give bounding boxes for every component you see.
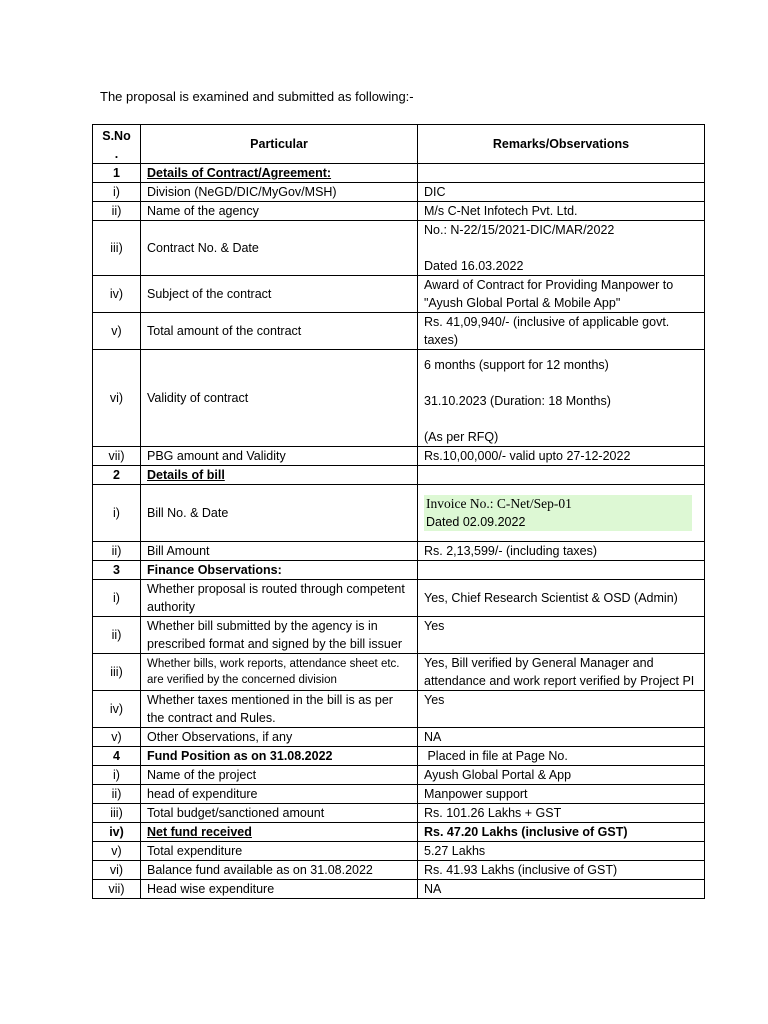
row-remark: Ayush Global Portal & App xyxy=(418,766,705,785)
row-remark xyxy=(418,485,705,542)
header-particular: Particular xyxy=(141,125,418,164)
table-row xyxy=(93,728,705,747)
row-number: v) xyxy=(93,313,141,350)
section-2-row xyxy=(93,466,705,485)
row-remark: Rs. 2,13,599/- (including taxes) xyxy=(418,542,705,561)
table-row xyxy=(93,485,705,542)
row-particular: Bill Amount xyxy=(141,542,418,561)
row-remark: Award of Contract for Providing Manpower to "Ayush Global Portal & Mobile App" xyxy=(418,276,705,313)
row-remark: Rs. 41,09,940/- (inclusive of applicable govt. taxes) xyxy=(418,313,705,350)
section-3-row xyxy=(93,561,705,580)
table-row xyxy=(93,183,705,202)
row-remark: Yes, Bill verified by General Manager and attendance and work report verified by Project PI xyxy=(418,654,705,691)
table-row xyxy=(93,880,705,899)
row-particular: Total expenditure xyxy=(141,842,418,861)
row-number: i) xyxy=(93,183,141,202)
row-number: v) xyxy=(93,842,141,861)
table-row xyxy=(93,766,705,785)
table-row xyxy=(93,785,705,804)
row-particular: Whether bills, work reports, attendance sheet etc. are verified by the concerned division xyxy=(141,654,418,691)
row-number: iii) xyxy=(93,654,141,691)
row-remark xyxy=(418,350,705,447)
header-remarks: Remarks/Observations xyxy=(418,125,705,164)
section-number: 2 xyxy=(93,466,141,485)
table-row xyxy=(93,804,705,823)
section-number: 1 xyxy=(93,164,141,183)
row-remark: NA xyxy=(418,880,705,899)
section-title: Finance Observations: xyxy=(141,561,418,580)
table-row xyxy=(93,276,705,313)
row-particular: Total amount of the contract xyxy=(141,313,418,350)
table-row xyxy=(93,823,705,842)
row-number: iv) xyxy=(93,276,141,313)
row-number: i) xyxy=(93,766,141,785)
table-row xyxy=(93,313,705,350)
proposal-table xyxy=(92,124,705,899)
section-number: 4 xyxy=(93,747,141,766)
row-remark: DIC xyxy=(418,183,705,202)
invoice-highlight xyxy=(424,495,692,531)
row-number: iii) xyxy=(93,804,141,823)
section-title: Fund Position as on 31.08.2022 xyxy=(141,747,418,766)
row-particular: Other Observations, if any xyxy=(141,728,418,747)
row-remark: Yes, Chief Research Scientist & OSD (Admin) xyxy=(418,580,705,617)
row-number: vi) xyxy=(93,350,141,447)
row-remark: Rs. 101.26 Lakhs + GST xyxy=(418,804,705,823)
section-title: Details of bill xyxy=(141,466,418,485)
validity-note: (As per RFQ) xyxy=(424,430,499,444)
row-remark: NA xyxy=(418,728,705,747)
table-row xyxy=(93,861,705,880)
row-remark: Yes xyxy=(418,691,705,728)
row-number: v) xyxy=(93,728,141,747)
row-remark: Yes xyxy=(418,617,705,654)
row-particular: Total budget/sanctioned amount xyxy=(141,804,418,823)
row-particular: Name of the project xyxy=(141,766,418,785)
row-remark xyxy=(418,221,705,276)
table-row xyxy=(93,202,705,221)
row-particular: Contract No. & Date xyxy=(141,221,418,276)
row-particular: head of expenditure xyxy=(141,785,418,804)
row-particular: Head wise expenditure xyxy=(141,880,418,899)
section-4-row xyxy=(93,747,705,766)
row-number: i) xyxy=(93,485,141,542)
validity-end-date: 31.10.2023 (Duration: 18 Months) xyxy=(424,394,611,408)
row-number: ii) xyxy=(93,542,141,561)
row-remark: Rs. 47.20 Lakhs (inclusive of GST) xyxy=(418,823,705,842)
section-remark xyxy=(418,164,705,183)
row-number: iv) xyxy=(93,823,141,842)
row-number: ii) xyxy=(93,617,141,654)
row-remark: 5.27 Lakhs xyxy=(418,842,705,861)
row-particular: Subject of the contract xyxy=(141,276,418,313)
row-particular: Balance fund available as on 31.08.2022 xyxy=(141,861,418,880)
row-remark: Rs. 41.93 Lakhs (inclusive of GST) xyxy=(418,861,705,880)
row-number: ii) xyxy=(93,785,141,804)
section-remark: Placed in file at Page No. xyxy=(418,747,705,766)
row-particular: Division (NeGD/DIC/MyGov/MSH) xyxy=(141,183,418,202)
row-number: iv) xyxy=(93,691,141,728)
row-number: vii) xyxy=(93,447,141,466)
row-particular: Whether bill submitted by the agency is in prescribed format and signed by the bill issuer xyxy=(141,617,418,654)
table-row xyxy=(93,691,705,728)
row-particular xyxy=(141,823,418,842)
table-header xyxy=(93,125,705,164)
contract-number: No.: N-22/15/2021-DIC/MAR/2022 xyxy=(424,223,615,237)
invoice-number: Invoice No.: C-Net/Sep-01 xyxy=(426,496,572,511)
row-number: iii) xyxy=(93,221,141,276)
section-remark xyxy=(418,466,705,485)
table-row xyxy=(93,580,705,617)
row-particular: Bill No. & Date xyxy=(141,485,418,542)
section-1-row xyxy=(93,164,705,183)
table-row xyxy=(93,617,705,654)
row-number: vii) xyxy=(93,880,141,899)
row-number: ii) xyxy=(93,202,141,221)
invoice-date: Dated 02.09.2022 xyxy=(426,515,526,529)
contract-date: Dated 16.03.2022 xyxy=(424,259,524,273)
row-number: i) xyxy=(93,580,141,617)
table-row xyxy=(93,542,705,561)
section-remark xyxy=(418,561,705,580)
row-particular: Validity of contract xyxy=(141,350,418,447)
row-particular: PBG amount and Validity xyxy=(141,447,418,466)
row-particular: Whether taxes mentioned in the bill is as per the contract and Rules. xyxy=(141,691,418,728)
row-remark: M/s C-Net Infotech Pvt. Ltd. xyxy=(418,202,705,221)
row-particular: Whether proposal is routed through competent authority xyxy=(141,580,418,617)
section-title: Details of Contract/Agreement: xyxy=(141,164,418,183)
table-row xyxy=(93,350,705,447)
validity-duration: 6 months (support for 12 months) xyxy=(424,358,609,372)
intro-text: The proposal is examined and submitted as following:- xyxy=(100,89,414,104)
table-row xyxy=(93,447,705,466)
row-particular: Name of the agency xyxy=(141,202,418,221)
table-row xyxy=(93,221,705,276)
row-remark: Manpower support xyxy=(418,785,705,804)
table-row xyxy=(93,842,705,861)
table-row xyxy=(93,654,705,691)
net-fund-label: Net fund received xyxy=(147,825,252,839)
row-remark: Rs.10,00,000/- valid upto 27-12-2022 xyxy=(418,447,705,466)
header-sno: S.No . xyxy=(93,125,141,164)
row-number: vi) xyxy=(93,861,141,880)
section-number: 3 xyxy=(93,561,141,580)
